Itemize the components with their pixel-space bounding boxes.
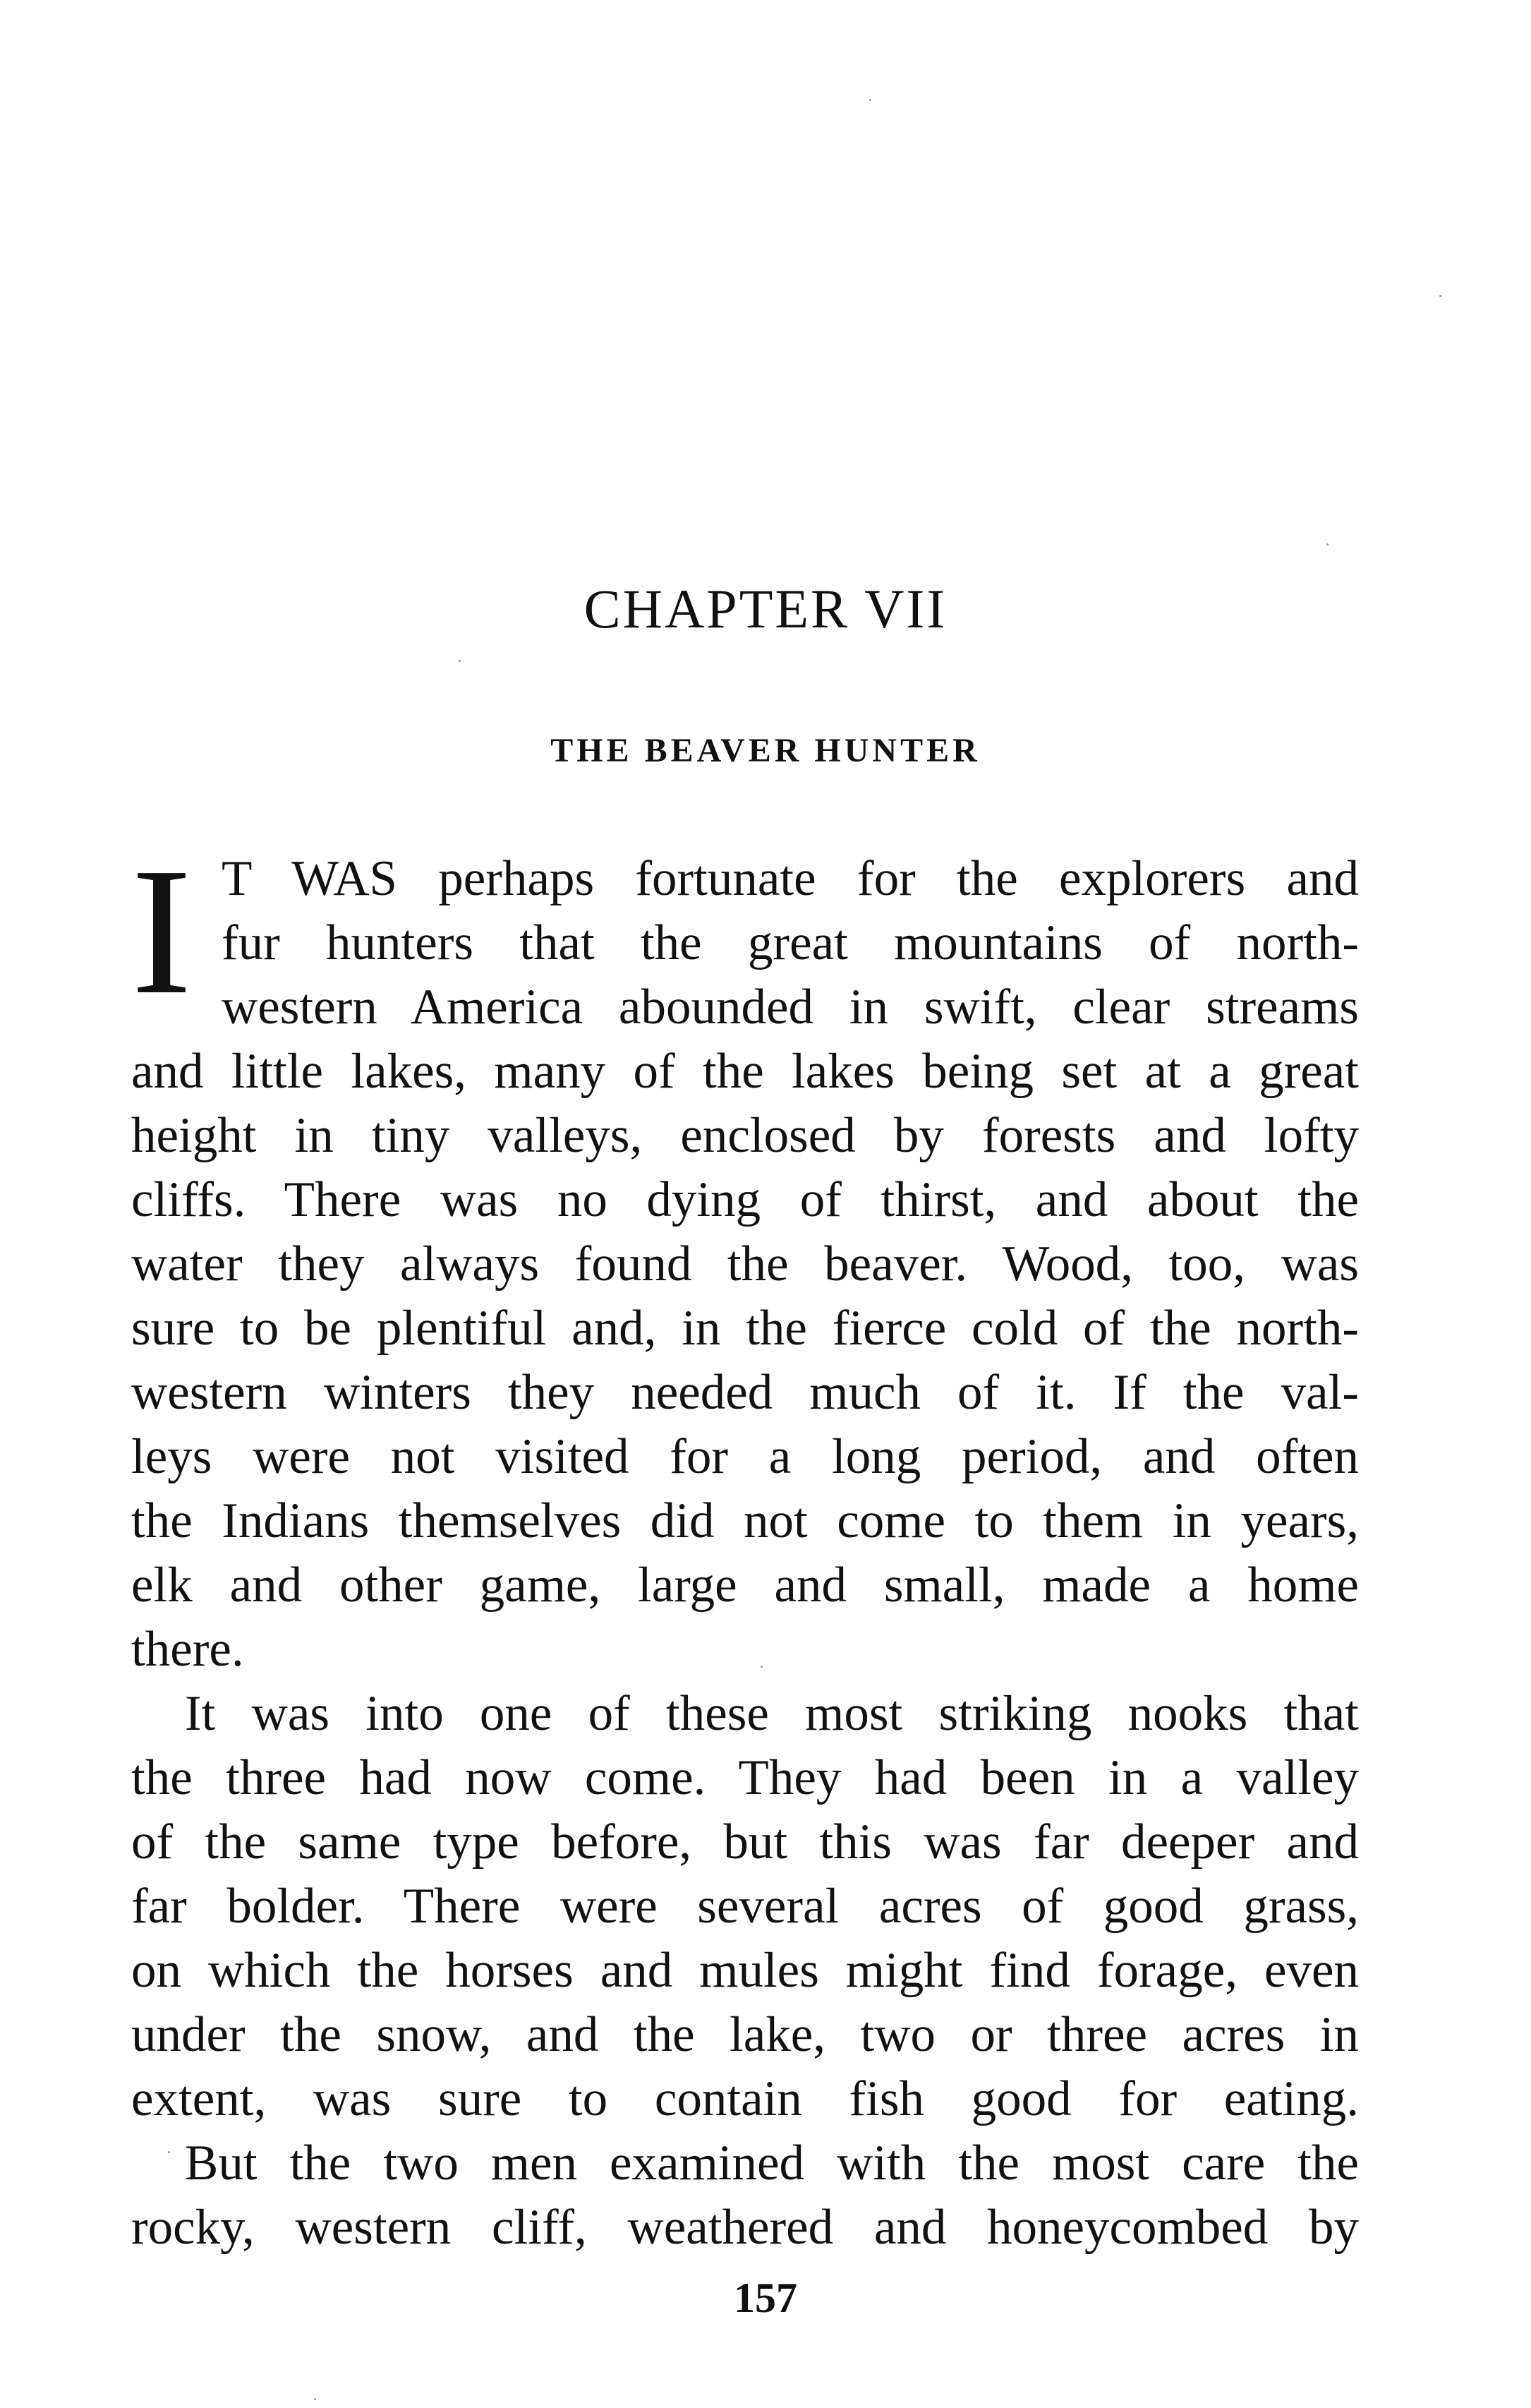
text-line: rocky, western cliff, weathered and honeycombed by [131,2200,1359,2255]
text-line: and little lakes, many of the lakes being set at a great [131,1044,1359,1099]
paragraph-3 [131,2131,1359,2260]
page-number: 157 [734,2275,797,2321]
paper-speck [1439,295,1441,297]
paper-speck [869,99,871,101]
paragraph-1 [131,830,1359,1682]
text-line: fur hunters that the great mountains of north- [222,915,1359,970]
text-line: far bolder. There were several acres of good grass, [131,1879,1359,1934]
text-line: the three had now come. They had been in a valley [131,1750,1359,1805]
text-line: height in tiny valleys, enclosed by forests and lofty [131,1108,1359,1163]
chapter-subtitle: THE BEAVER HUNTER [550,732,981,769]
paper-speck [314,2398,316,2400]
text-line: western America abounded in swift, clear streams [222,980,1359,1035]
text-line: sure to be plentiful and, in the fierce cold of the north- [131,1301,1359,1356]
text-line: under the snow, and the lake, two or three acres in [131,2007,1359,2062]
paper-speck [761,1666,763,1668]
text-line: of the same type before, but this was far deeper and [131,1814,1359,1870]
text-line: the Indians themselves did not come to them in years, [131,1493,1359,1548]
text-line: extent, was sure to contain fish good for eating. [131,2071,1359,2126]
text-line: western winters they needed much of it. If the val- [131,1365,1359,1420]
text-line: cliffs. There was no dying of thirst, and about the [131,1172,1359,1227]
paper-speck [459,660,461,662]
paper-speck [1326,543,1329,546]
drop-cap: I [131,830,192,1032]
chapter-heading: CHAPTER VII [583,578,948,639]
text-line: leys were not visited for a long period, and often [131,1429,1359,1484]
paragraph-2 [131,1682,1359,2131]
text-line: elk and other game, large and small, made a home [131,1558,1359,1613]
body-text [131,830,1359,2260]
paper-speck [168,2151,170,2153]
text-line: on which the horses and mules might find forage, even [131,1943,1359,1998]
text-line: It was into one of these most striking nooks that [185,1686,1359,1741]
text-line: But the two men examined with the most care the [185,2136,1359,2191]
text-line: T WAS perhaps fortunate for the explorers and [222,851,1359,906]
text-line: water they always found the beaver. Wood, too, was [131,1236,1359,1292]
text-line: there. [131,1622,244,1677]
